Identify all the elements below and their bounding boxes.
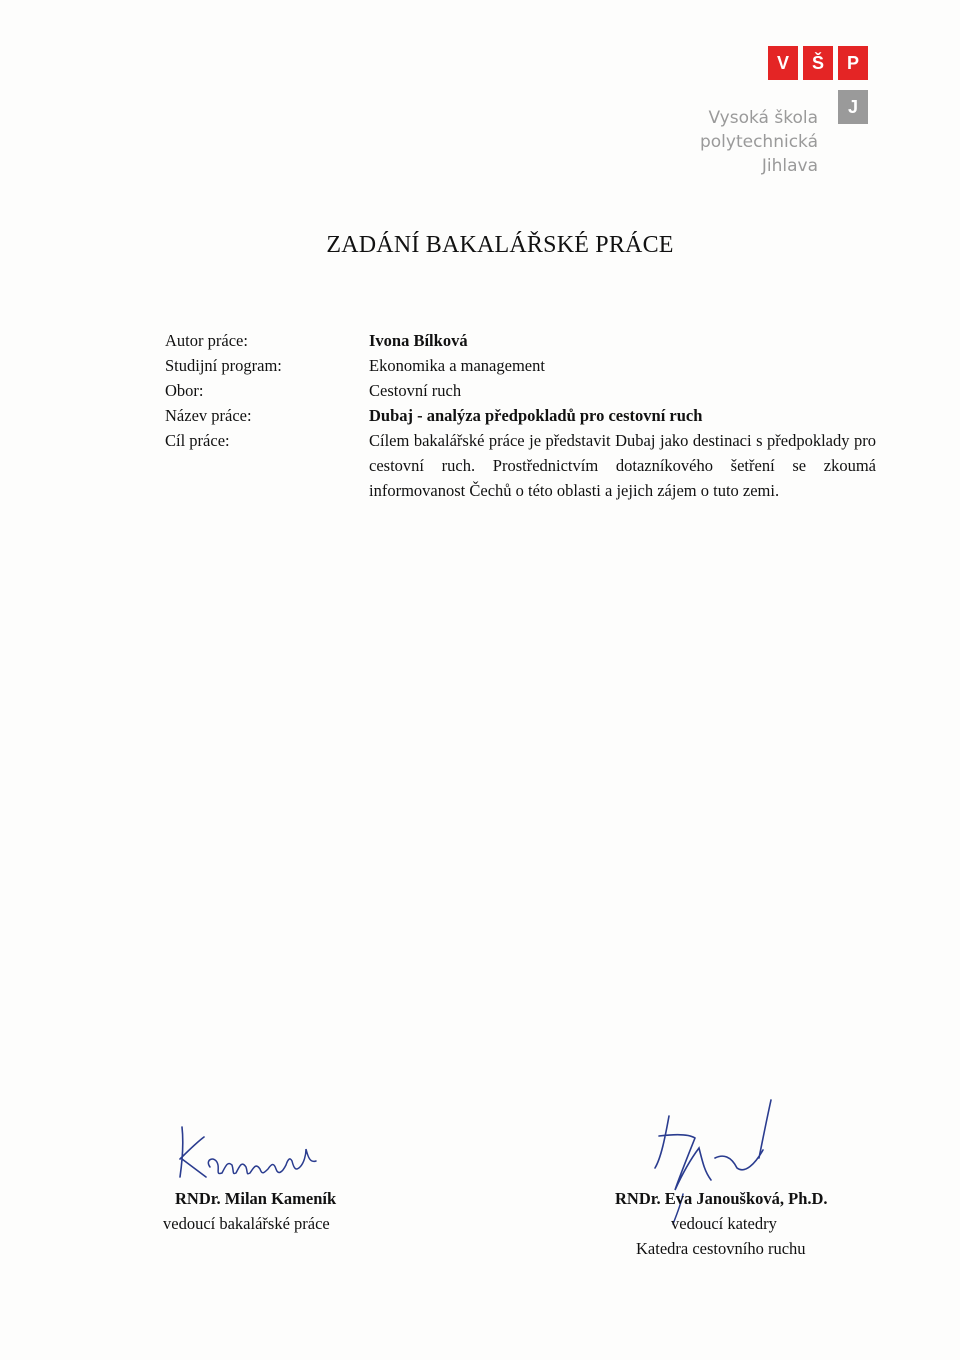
author-value: Ivona Bílková bbox=[369, 331, 468, 350]
aim-label: Cíl práce: bbox=[165, 431, 230, 450]
aim-value: Cílem bakalářské práce je představit Dubaj jako destinaci s předpoklady pro cestovní ruch. Prostřednictvím dotazníkového šetření se zkoumá informovanost Čechů o této oblasti a jejich zájem o tuto zemi. bbox=[369, 431, 876, 500]
logo-box-j: J bbox=[838, 90, 868, 124]
program-value: Ekonomika a management bbox=[369, 356, 545, 375]
logo-box-s: Š bbox=[803, 46, 833, 80]
logo-line-2: polytechnická bbox=[699, 132, 818, 152]
right-signatory-department: Katedra cestovního ruchu bbox=[636, 1239, 806, 1258]
program-label: Studijní program: bbox=[165, 356, 282, 375]
field-values bbox=[369, 328, 876, 503]
right-signatory-name: RNDr. Eva Janoušková, Ph.D. bbox=[615, 1189, 828, 1208]
logo-line-3: Jihlava bbox=[761, 156, 818, 176]
field-labels bbox=[165, 328, 282, 453]
left-signatory-role: vedoucí bakalářské práce bbox=[163, 1214, 330, 1233]
thesis-label: Název práce: bbox=[165, 406, 252, 425]
signature-kamenik bbox=[170, 1115, 330, 1190]
logo-line-1: Vysoká škola bbox=[708, 108, 818, 128]
field-label: Obor: bbox=[165, 381, 204, 400]
thesis-value: Dubaj - analýza předpokladů pro cestovní ruch bbox=[369, 406, 703, 425]
vsp-logo bbox=[690, 44, 880, 184]
author-label: Autor práce: bbox=[165, 331, 248, 350]
logo-wordmark bbox=[700, 106, 818, 178]
document-title: ZADÁNÍ BAKALÁŘSKÉ PRÁCE bbox=[326, 232, 674, 258]
right-signatory-role: vedoucí katedry bbox=[671, 1214, 777, 1233]
left-signatory-name: RNDr. Milan Kameník bbox=[175, 1189, 337, 1208]
logo-letter-boxes bbox=[768, 46, 868, 80]
logo-box-v: V bbox=[768, 46, 798, 80]
field-value: Cestovní ruch bbox=[369, 381, 462, 400]
logo-box-p: P bbox=[838, 46, 868, 80]
